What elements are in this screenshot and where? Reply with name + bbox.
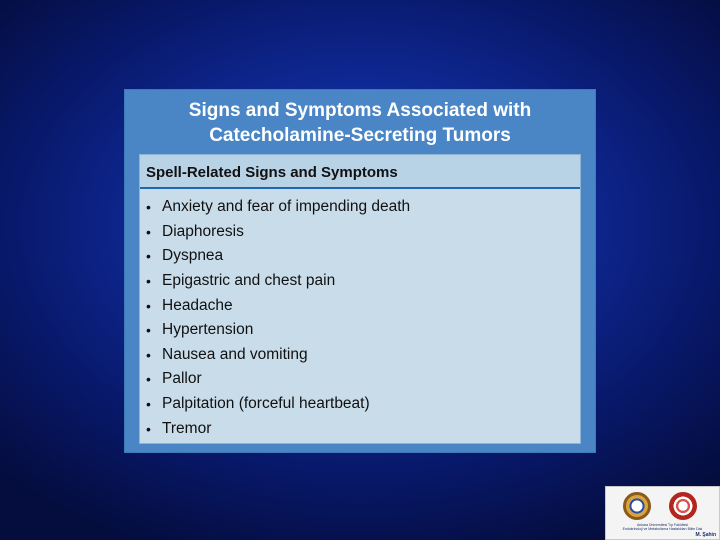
table-header	[140, 155, 580, 189]
list-item	[140, 293, 410, 318]
slide-title-line-2: Catecholamine-Secreting Tumors	[209, 125, 511, 146]
bullet-icon: •	[146, 346, 151, 363]
symptoms-table	[139, 154, 581, 444]
bullet-icon: •	[146, 371, 151, 388]
symptom-text: Pallor	[162, 370, 202, 388]
list-item	[140, 416, 410, 441]
list-item	[140, 195, 410, 220]
list-item	[140, 318, 410, 343]
bullet-icon: •	[146, 199, 151, 216]
list-item	[140, 244, 410, 269]
symptom-text: Tremor	[162, 419, 212, 437]
logo-caption-line-1: Ankara Üniversitesi Tıp Fakültesi	[636, 523, 689, 527]
bullet-icon: •	[146, 223, 151, 240]
logo-caption-line-2: Endokrinoloji ve Metabolizma Hastalıkları Bilim Dalı	[622, 527, 703, 531]
list-item	[140, 269, 410, 294]
symptom-text: Anxiety and fear of impending death	[162, 198, 411, 216]
symptom-text: Dyspnea	[162, 247, 224, 265]
symptom-text: Nausea and vomiting	[162, 345, 308, 363]
list-item	[140, 367, 410, 392]
bullet-icon: •	[146, 297, 151, 314]
bullet-icon: •	[146, 420, 151, 437]
footer-logo	[605, 486, 720, 540]
bullet-icon: •	[146, 273, 151, 290]
table-header-label: Spell-Related Signs and Symptoms	[146, 164, 398, 181]
symptom-text: Epigastric and chest pain	[162, 272, 336, 290]
symptom-text: Diaphoresis	[162, 222, 244, 240]
symptom-text: Hypertension	[162, 321, 254, 339]
symptom-list	[140, 195, 410, 441]
slide-title	[125, 98, 595, 148]
faculty-seal-icon	[669, 492, 697, 520]
logo-caption	[609, 523, 716, 531]
slide-image	[124, 89, 596, 453]
slide-title-line-1: Signs and Symptoms Associated with	[188, 100, 532, 121]
bullet-icon: •	[146, 322, 151, 339]
list-item	[140, 343, 410, 368]
list-item	[140, 392, 410, 417]
list-item	[140, 220, 410, 245]
symptom-text: Palpitation (forceful heartbeat)	[162, 395, 370, 413]
symptom-text: Headache	[162, 296, 233, 314]
university-seal-icon	[623, 492, 651, 520]
bullet-icon: •	[146, 396, 151, 413]
logo-author: M. Şahin	[695, 532, 716, 538]
bullet-icon: •	[146, 248, 151, 265]
